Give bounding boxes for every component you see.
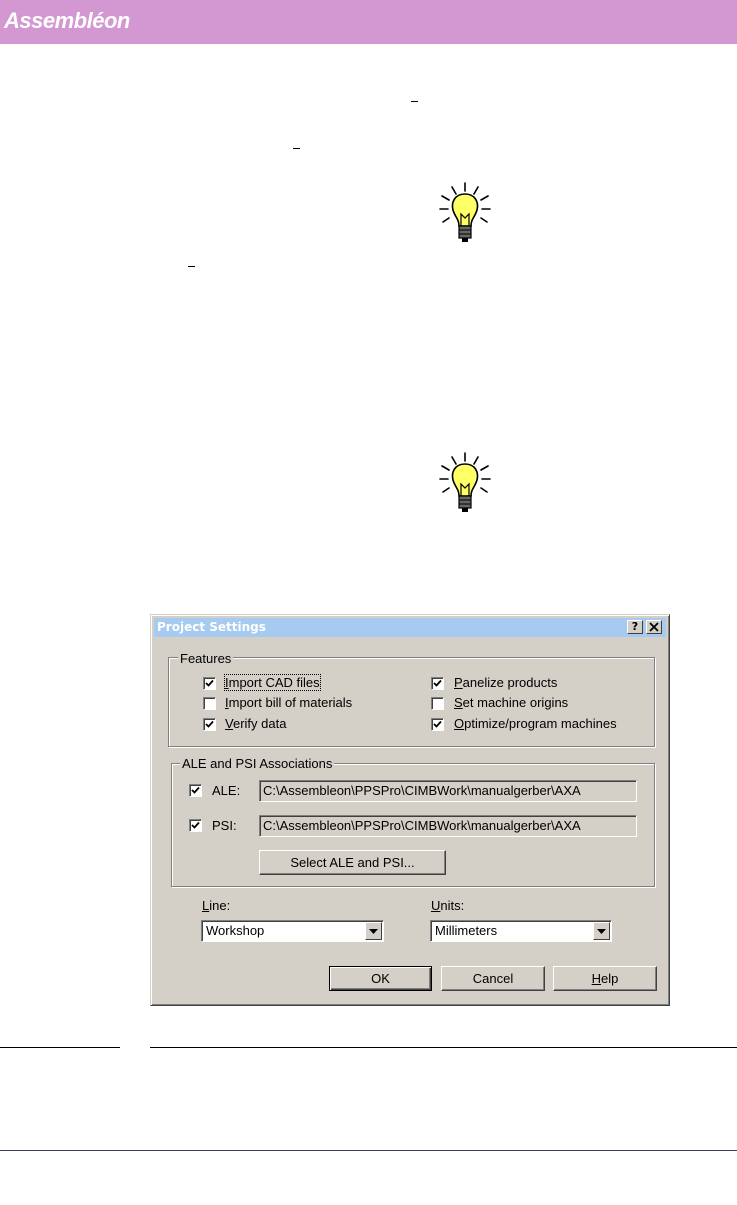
chevron-down-icon — [597, 929, 606, 934]
units-label: Units: — [431, 898, 465, 913]
units-dropdown-arrow[interactable] — [593, 922, 610, 940]
help-question-button[interactable]: ? — [627, 620, 643, 634]
close-button[interactable] — [646, 620, 662, 634]
verify-data-checkbox[interactable] — [203, 718, 216, 731]
ale-checkbox[interactable] — [189, 784, 202, 797]
checkmark-icon — [433, 720, 442, 729]
checkmark-icon — [191, 786, 200, 795]
cancel-button[interactable]: Cancel — [441, 966, 545, 991]
underline-mark — [188, 266, 195, 267]
underline-mark — [411, 101, 418, 102]
line-dropdown-arrow[interactable] — [365, 922, 382, 940]
checkmark-icon — [205, 679, 214, 688]
import-cad-files-label[interactable]: Import CAD files — [225, 675, 320, 690]
units-dropdown[interactable] — [430, 920, 612, 942]
psi-label[interactable]: PSI: — [212, 818, 237, 833]
line-label: Line: — [202, 898, 231, 913]
assembleon-logo: Assembléon — [4, 8, 130, 33]
close-icon — [649, 622, 659, 632]
optimize-program-machines-label[interactable]: Optimize/program machines — [454, 716, 617, 731]
set-machine-origins-checkbox[interactable] — [431, 697, 444, 710]
dialog-titlebar[interactable] — [154, 618, 666, 637]
footer-rule-left — [0, 1047, 120, 1048]
checkmark-icon — [191, 821, 200, 830]
select-ale-psi-button[interactable]: Select ALE and PSI... — [259, 850, 446, 875]
line-dropdown[interactable] — [201, 920, 384, 942]
ale-psi-group-label: ALE and PSI Associations — [182, 756, 333, 771]
dialog-title: Project Settings — [157, 620, 266, 634]
lightbulb-tip-icon — [437, 452, 493, 516]
import-bill-of-materials-checkbox[interactable] — [203, 697, 216, 710]
checkmark-icon — [433, 679, 442, 688]
ale-path-field[interactable]: C:\Assembleon\PPSPro\CIMBWork\manualgerber\AXA — [259, 780, 637, 802]
optimize-program-machines-checkbox[interactable] — [431, 718, 444, 731]
psi-path-field[interactable]: C:\Assembleon\PPSPro\CIMBWork\manualgerber\AXA — [259, 815, 637, 837]
import-bill-of-materials-label[interactable]: Import bill of materials — [225, 695, 353, 710]
lightbulb-tip-icon — [437, 182, 493, 246]
psi-checkbox[interactable] — [189, 819, 202, 832]
panelize-products-checkbox[interactable] — [431, 677, 444, 690]
page-bottom-rule — [0, 1150, 737, 1151]
ok-button[interactable]: OK — [329, 966, 432, 991]
features-group-label: Features — [180, 651, 232, 666]
chevron-down-icon — [369, 929, 378, 934]
ale-label[interactable]: ALE: — [212, 783, 241, 798]
header-bar — [0, 0, 737, 44]
units-dropdown-value: Millimeters — [435, 923, 498, 938]
set-machine-origins-label[interactable]: Set machine origins — [454, 695, 569, 710]
project-settings-dialog — [150, 614, 670, 1006]
import-cad-files-checkbox[interactable] — [203, 677, 216, 690]
line-dropdown-value: Workshop — [206, 923, 265, 938]
underline-mark — [293, 148, 300, 149]
footer-rule-right — [150, 1047, 737, 1048]
panelize-products-label[interactable]: Panelize products — [454, 675, 558, 690]
verify-data-label[interactable]: Verify data — [225, 716, 287, 731]
checkmark-icon — [205, 720, 214, 729]
help-button[interactable]: Help — [553, 966, 657, 991]
